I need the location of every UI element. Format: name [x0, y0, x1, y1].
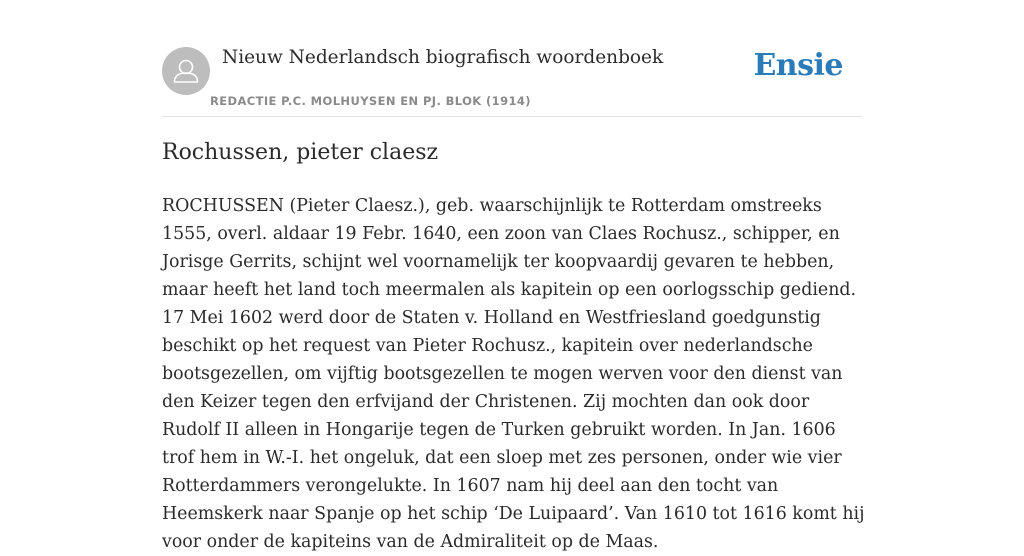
user-avatar-icon[interactable]: [162, 47, 210, 95]
entry-body: ROCHUSSEN (Pieter Claesz.), geb. waarschijnlijk te Rotterdam omstreeks 1555, overl. aldaar 19 Febr. 1640, een zoon van Claes Rochusz., schipper, en Jorisge Gerrits, schijnt wel voornamelijk ter koopvaardij gevaren te hebben, maar heeft het land toch meermalen als kapitein op een oorlogsschip gediend. 17 Mei 1602 werd door de Staten v. Holland en Westfriesland goedgunstig beschikt op het request van Pieter Rochusz., kapitein over nederlandsche bootsgezellen, om vijftig bootsgezellen te mogen werven voor den dienst van den Keizer tegen den erfvijand der Christenen. Zij mochten dan ook door Rudolf II alleen in Hongarije tegen de Turken gebruikt worden. In Jan. 1606 trof hem in W.-I. het ongeluk, dat een sloep met zes personen, onder wie vier Rotterdammers verongelukte. In 1607 nam hij deel aan den tocht van Heemskerk naar Spanje op het schip ‘De Luipaard’. Van 1610 tot 1616 komt hij voor onder de kapiteins van de Admiraliteit op de Maas.: [162, 196, 865, 552]
site-header: [162, 44, 862, 117]
book-editors: REDACTIE P.C. MOLHUYSEN EN PJ. BLOK (1914): [210, 94, 531, 108]
ensie-logo[interactable]: Ensie: [753, 48, 843, 83]
book-title[interactable]: Nieuw Nederlandsch biografisch woordenboek: [222, 47, 664, 68]
entry-title: Rochussen, pieter claesz: [162, 140, 439, 165]
